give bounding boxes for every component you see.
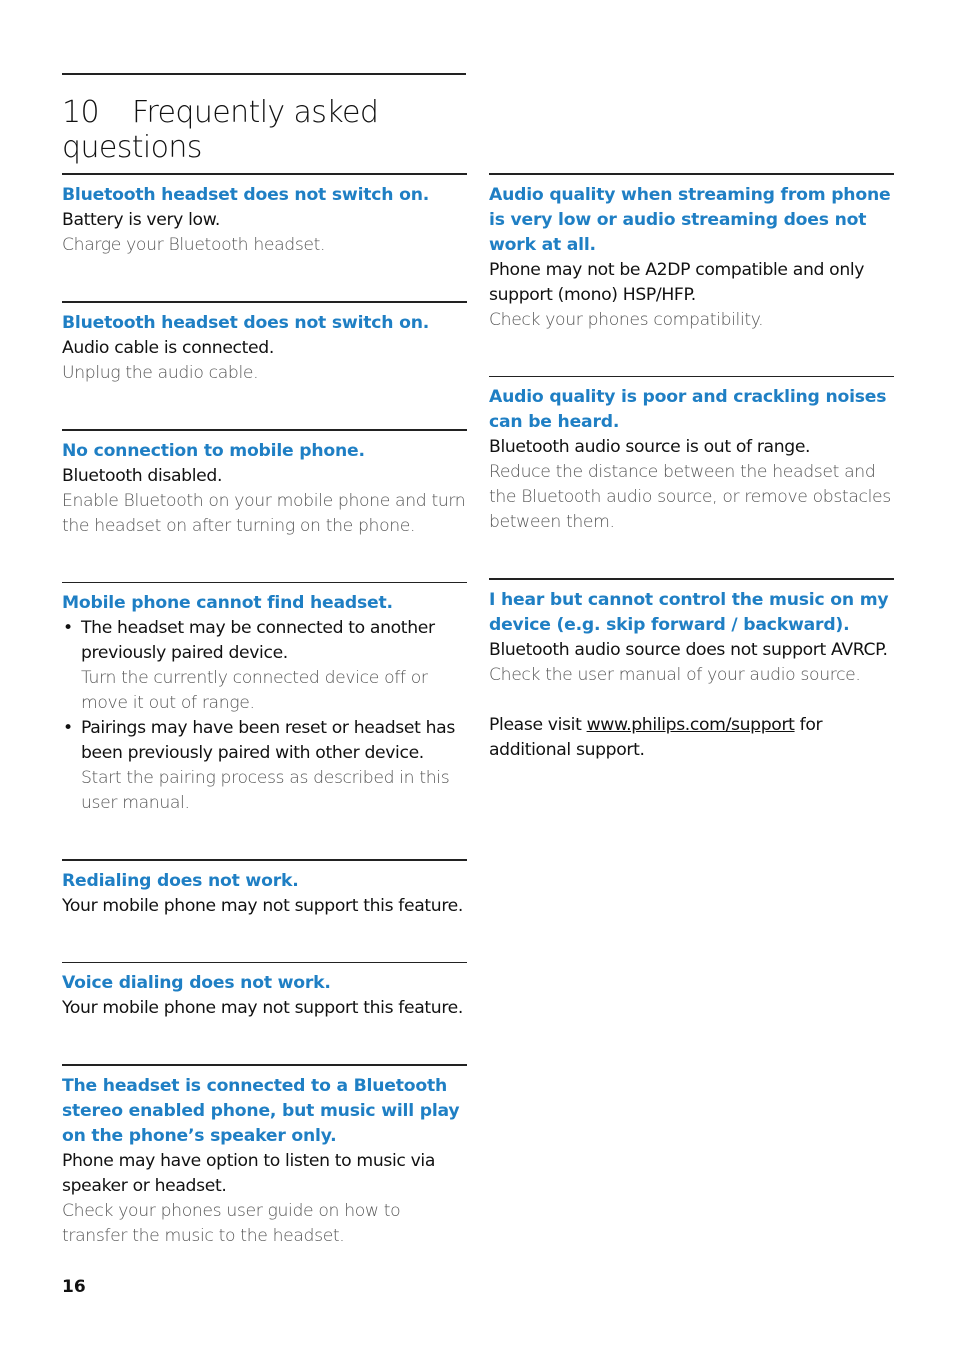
faq-item bbox=[489, 578, 894, 688]
faq-question: I hear but cannot control the music on my device (e.g. skip forward / backward). bbox=[489, 590, 889, 635]
faq-item bbox=[62, 1064, 467, 1249]
faq-solution: Check your phones compatibility. bbox=[489, 310, 764, 330]
chapter-heading bbox=[62, 73, 466, 165]
faq-solution: Unplug the audio cable. bbox=[62, 363, 259, 383]
faq-solution: Enable Bluetooth on your mobile phone and turn the headset on after turning on the phone. bbox=[62, 491, 466, 536]
faq-bullet bbox=[62, 616, 467, 716]
faq-item bbox=[62, 301, 467, 386]
faq-solution: Check your phones user guide on how to transfer the music to the headset. bbox=[62, 1201, 401, 1246]
faq-cause: Bluetooth audio source is out of range. bbox=[489, 437, 811, 457]
faq-cause: Your mobile phone may not support this feature. bbox=[62, 896, 464, 916]
faq-cause: Phone may not be A2DP compatible and only support (mono) HSP/HFP. bbox=[489, 260, 865, 305]
faq-cause: Bluetooth audio source does not support AVRCP. bbox=[489, 640, 888, 660]
faq-solution: Start the pairing process as described in this user manual. bbox=[81, 768, 450, 813]
right-column bbox=[489, 173, 894, 763]
faq-question: Redialing does not work. bbox=[62, 871, 299, 891]
faq-question: Bluetooth headset does not switch on. bbox=[62, 313, 430, 333]
faq-question: Voice dialing does not work. bbox=[62, 973, 331, 993]
support-note bbox=[489, 713, 894, 763]
support-suffix: for additional support. bbox=[489, 715, 823, 760]
faq-item bbox=[489, 173, 894, 333]
faq-solution: Charge your Bluetooth headset. bbox=[62, 235, 326, 255]
faq-question: Audio quality when streaming from phone is very low or audio streaming does not work at all. bbox=[489, 185, 891, 255]
chapter-number: 10 bbox=[62, 95, 99, 130]
support-prefix: Please visit bbox=[489, 715, 582, 735]
faq-question: Audio quality is poor and crackling noises can be heard. bbox=[489, 387, 887, 432]
faq-question: Bluetooth headset does not switch on. bbox=[62, 185, 430, 205]
faq-item bbox=[62, 582, 467, 816]
faq-cause: Bluetooth disabled. bbox=[62, 466, 223, 486]
faq-solution: Check the user manual of your audio source. bbox=[489, 665, 861, 685]
chapter-title: Frequently asked questions bbox=[62, 95, 379, 165]
faq-item bbox=[62, 429, 467, 539]
faq-solution: Turn the currently connected device off or move it out of range. bbox=[81, 668, 428, 713]
faq-cause: Battery is very low. bbox=[62, 210, 220, 230]
faq-bullet bbox=[62, 716, 467, 816]
faq-bullet-list bbox=[62, 616, 467, 816]
faq-item bbox=[62, 859, 467, 919]
faq-question: Mobile phone cannot find headset. bbox=[62, 593, 393, 613]
faq-item bbox=[62, 962, 467, 1021]
faq-cause: Audio cable is connected. bbox=[62, 338, 274, 358]
faq-question: No connection to mobile phone. bbox=[62, 441, 365, 461]
faq-solution: Reduce the distance between the headset and the Bluetooth audio source, or remove obstacles between them. bbox=[489, 462, 891, 532]
faq-item bbox=[489, 376, 894, 535]
support-link[interactable]: www.philips.com/support bbox=[586, 715, 795, 735]
left-column bbox=[62, 173, 467, 1292]
page-number: 16 bbox=[62, 1277, 86, 1297]
faq-cause: Your mobile phone may not support this feature. bbox=[62, 998, 464, 1018]
faq-item bbox=[62, 173, 467, 258]
faq-cause: Phone may have option to listen to music via speaker or headset. bbox=[62, 1151, 436, 1196]
faq-cause: • Pairings may have been reset or headset has been previously paired with other device. bbox=[81, 718, 455, 763]
faq-question: The headset is connected to a Bluetooth stereo enabled phone, but music will play on the phone’s speaker only. bbox=[62, 1076, 460, 1146]
faq-cause: • The headset may be connected to another previously paired device. bbox=[81, 618, 435, 663]
